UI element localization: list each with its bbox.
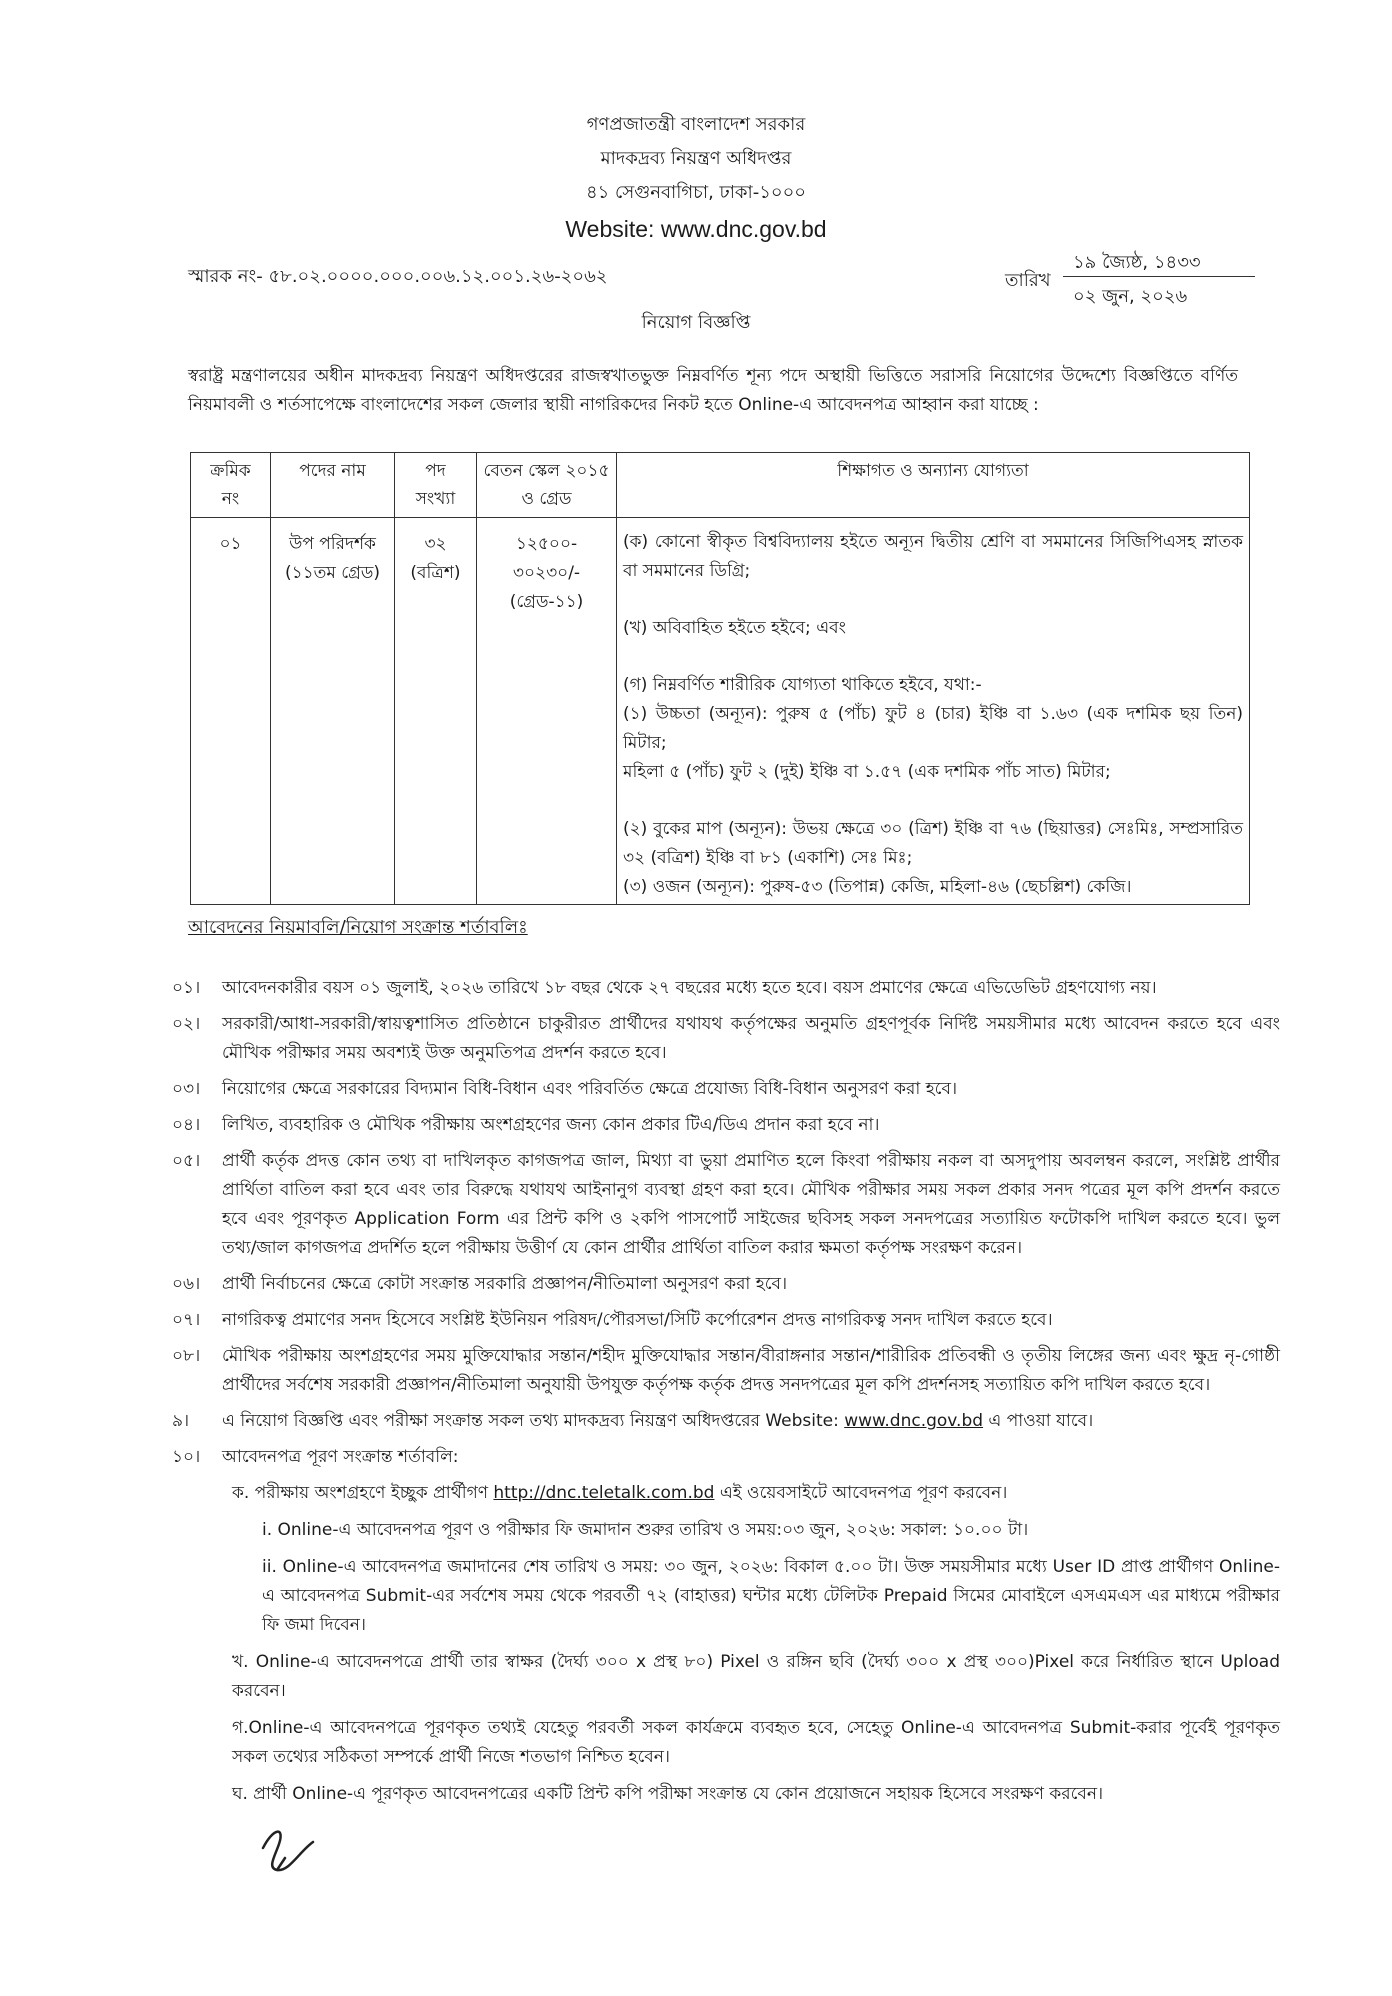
qualification-height-female: মহিলা ৫ (পাঁচ) ফুট ২ (দুই) ইঞ্চি বা ১.৫৭ (এক দশমিক পাঁচ সাত) মিটার; xyxy=(623,762,1111,782)
cell-qualification xyxy=(617,518,1250,905)
letterhead xyxy=(0,108,1392,248)
application-conditions xyxy=(222,1479,1280,1809)
teletalk-link[interactable]: http://dnc.teletalk.com.bd xyxy=(493,1483,715,1503)
condition-gha: ঘ. প্রার্থী Online-এ পূরণকৃত আবেদনপত্রের একটি প্রিন্ট কপি পরীক্ষা সংক্রান্ত যে কোন প্রয়োজনে সহায়ক হিসেবে সংরক্ষণ করবেন। xyxy=(232,1784,1104,1804)
header-count: পদ সংখ্যা xyxy=(395,453,477,518)
qualification-weight: (৩) ওজন (অন্যূন): পুরুষ-৫৩ (তিপান্ন) কেজি, মহিলা-৪৬ (ছেচল্লিশ) কেজি। xyxy=(623,877,1132,897)
application-conditions-heading: আবেদনপত্র পূরণ সংক্রান্ত শর্তাবলি: xyxy=(222,1447,459,1467)
list-item: ০২। সরকারী/আধা-সরকারী/স্বায়ত্বশাসিত প্রতিষ্ঠানে চাকুরীরত প্রার্থীদের যথাযথ কর্তৃপক্ষের অনুমতি গ্রহণপূর্বক নির্দিষ্ট সময়সীমার মধ্যে আবেদন করতে হবে এবং মৌখিক পরীক্ষার সময় অবশ্যই উক্ত অনুমতিপত্র প্রদর্শন করতে হবে। xyxy=(172,1014,1280,1063)
list-item: ০৮। মৌখিক পরীক্ষায় অংশগ্রহণের সময় মুক্তিযোদ্ধার সন্তান/শহীদ মুক্তিযোদ্ধার সন্তান/বীরাঙ্গনার সন্তান/শারীরিক প্রতিবন্ধী ও তৃতীয় লিঙ্গের জন্য এবং ক্ষুদ্র নৃ-গোষ্ঠী প্রার্থীদের সর্বশেষ সরকারী প্রজ্ঞাপন/নীতিমালা অনুযায়ী উপযুক্ত কর্তৃপক্ষ কর্তৃক প্রদত্ত সনদপত্রের মূল কপি প্রদর্শনসহ সত্যায়িত কপি দাখিল করতে হবে। xyxy=(172,1346,1280,1395)
list-item: ০৭। নাগরিকত্ব প্রমাণের সনদ হিসেবে সংশ্লিষ্ট ইউনিয়ন পরিষদ/পৌরসভা/সিটি কর্পোরেশন প্রদত্ত নাগরিকত্ব সনদ দাখিল করতে হবে। xyxy=(172,1310,1053,1330)
table-row xyxy=(191,518,1250,905)
date-block xyxy=(1005,248,1255,308)
condition-ga: গ.Online-এ আবেদনপত্রে পূরণকৃত তথ্যই যেহেতু পরবর্তী সকল কার্যক্রমে ব্যবহৃত হবে, সেহেতু Online-এ আবেদনপত্র Submit-করার পূর্বেই পূরণকৃত সকল তথ্যের সঠিকতা সম্পর্কে প্রার্থী নিজে শতভাগ নিশ্চিত হবেন। xyxy=(232,1718,1280,1767)
department-website: Website: www.dnc.gov.bd xyxy=(565,216,827,242)
condition-ka: ক. পরীক্ষায় অংশগ্রহণে ইচ্ছুক প্রার্থীগণ http://dnc.teletalk.com.bd এই ওয়েবসাইটে আবেদনপত্র পূরণ করবেন। xyxy=(232,1483,1008,1503)
date-gregorian: ০২ জুন, ২০২৬ xyxy=(1073,286,1188,307)
qualification-physical-heading: (গ) নিম্নবর্ণিত শারীরিক যোগ্যতা থাকিতে হইবে, যথা:- xyxy=(623,675,982,695)
cell-post: উপ পরিদর্শক (১১তম গ্রেড) xyxy=(271,518,395,905)
date-label: তারিখ xyxy=(1005,270,1051,291)
qualification-chest: (২) বুকের মাপ (অন্যূন): উভয় ক্ষেত্রে ৩০ (ত্রিশ) ইঞ্চি বা ৭৬ (ছিয়াত্তর) সেঃমিঃ, সম্প্রসারিত ৩২ (বত্রিশ) ইঞ্চি বা ৮১ (একাশি) সেঃ মিঃ; xyxy=(623,819,1243,868)
qualification-height: (১) উচ্চতা (অন্যূন): পুরুষ ৫ (পাঁচ) ফুট ৪ (চার) ইঞ্চি বা ১.৬৩ (এক দশমিক ছয় তিন) মিটার; xyxy=(623,704,1243,753)
rules-list xyxy=(172,974,1280,1817)
intro-paragraph: স্বরাষ্ট্র মন্ত্রণালয়ের অধীন মাদকদ্রব্য নিয়ন্ত্রণ অধিদপ্তরের রাজস্বখাতভুক্ত নিম্নবর্ণিত শূন্য পদে অস্থায়ী ভিত্তিতে সরাসরি নিয়োগের উদ্দেশ্যে বিজ্ঞপ্তিতে বর্ণিত নিয়মাবলী ও শর্তসাপেক্ষে বাংলাদেশের সকল জেলার স্থায়ী নাগরিকদের নিকট হতে Online-এ আবেদনপত্র আহ্বান করা যাচ্ছে : xyxy=(188,366,1238,415)
header-qualification: শিক্ষাগত ও অন্যান্য যোগ্যতা xyxy=(617,453,1250,518)
rules-heading: আবেদনের নিয়মাবলি/নিয়োগ সংক্রান্ত শর্তাবলিঃ xyxy=(188,917,528,938)
header-post: পদের নাম xyxy=(271,453,395,518)
qualification-marital: (খ) অবিবাহিত হইতে হইবে; এবং xyxy=(623,618,846,638)
memo-number: স্মারক নং- ৫৮.০২.০০০০.০০০.০০৬.১২.০০১.২৬-২০৬২ xyxy=(188,266,608,287)
date-bangla: ১৯ জ্যৈষ্ঠ, ১৪৩৩ xyxy=(1073,252,1201,273)
list-item: ০৩। নিয়োগের ক্ষেত্রে সরকারের বিদ্যমান বিধি-বিধান এবং পরিবর্তিত ক্ষেত্রে প্রযোজ্য বিধি-বিধান অনুসরণ করা হবে। xyxy=(172,1079,958,1099)
website-link[interactable]: www.dnc.gov.bd xyxy=(844,1411,984,1431)
condition-kha: খ. Online-এ আবেদনপত্রে প্রার্থী তার স্বাক্ষর (দৈর্ঘ্য ৩০০ x প্রস্থ ৮০) Pixel ও রঙ্গিন ছবি (দৈর্ঘ্য ৩০০ x প্রস্থ ৩০০)Pixel করে নির্ধারিত স্থানে Upload করবেন। xyxy=(232,1652,1280,1701)
list-item: ০৬। প্রার্থী নির্বাচনের ক্ষেত্রে কোটা সংক্রান্ত সরকারি প্রজ্ঞাপন/নীতিমালা অনুসরণ করা হবে। xyxy=(172,1274,788,1294)
condition-start-date: i. Online-এ আবেদনপত্র পূরণ ও পরীক্ষার ফি জমাদান শুরুর তারিখ ও সময়:০৩ জুন, ২০২৬: সকাল: ১০.০০ টা। xyxy=(262,1520,1029,1540)
list-item-website: ৯। এ নিয়োগ বিজ্ঞপ্তি এবং পরীক্ষা সংক্রান্ত সকল তথ্য মাদকদ্রব্য নিয়ন্ত্রণ অধিদপ্তরের Website: www.dnc.gov.bd এ পাওয়া যাবে। xyxy=(172,1411,1094,1431)
government-name: গণপ্রজাতন্ত্রী বাংলাদেশ সরকার xyxy=(586,114,806,135)
table-header-row xyxy=(191,453,1250,518)
notice-title: নিয়োগ বিজ্ঞপ্তি xyxy=(641,312,751,333)
condition-end-date: ii. Online-এ আবেদনপত্র জমাদানের শেষ তারিখ ও সময়: ৩০ জুন, ২০২৬: বিকাল ৫.০০ টা। উক্ত সময়সীমার মধ্যে User ID প্রাপ্ত প্রার্থীগণ Online-এ আবেদনপত্র Submit-এর সর্বশেষ সময় থেকে পরবর্তী ৭২ (বাহাত্তর) ঘন্টার মধ্যে টেলিটক Prepaid সিমের মোবাইলে এসএমএস এর মাধ্যমে পরীক্ষার ফি জমা দিবেন। xyxy=(262,1557,1280,1635)
department-name: মাদকদ্রব্য নিয়ন্ত্রণ অধিদপ্তর xyxy=(600,148,792,169)
header-pay-scale: বেতন স্কেল ২০১৫ ও গ্রেড xyxy=(477,453,617,518)
header-serial: ক্রমিক নং xyxy=(191,453,271,518)
department-address: ৪১ সেগুনবাগিচা, ঢাকা-১০০০ xyxy=(585,182,807,203)
signature-mark xyxy=(255,1818,325,1878)
qualification-education: (ক) কোনো স্বীকৃত বিশ্ববিদ্যালয় হইতে অন্যূন দ্বিতীয় শ্রেণি বা সমমানের সিজিপিএসহ স্নাতক বা সমমানের ডিগ্রি; xyxy=(623,532,1243,581)
list-item-application: ১০। আবেদনপত্র পূরণ সংক্রান্ত শর্তাবলি: xyxy=(172,1443,1280,1472)
list-item: ০৫। প্রার্থী কর্তৃক প্রদত্ত কোন তথ্য বা দাখিলকৃত কাগজপত্র জাল, মিথ্যা বা ভুয়া প্রমাণিত হলে কিংবা পরীক্ষায় নকল বা অসদুপায় অবলম্বন করলে, সংশ্লিষ্ট প্রার্থীর প্রার্থিতা বাতিল করা হবে এবং তার বিরুদ্ধে যথাযথ আইনানুগ ব্যবস্থা গ্রহণ করা হবে। মৌখিক পরীক্ষার সময় সকল প্রকার সনদ পত্রের মূল কপি প্রদর্শন করতে হবে এবং পূরণকৃত Application Form এর প্রিন্ট কপি ও ২কপি পাসপোর্ট সাইজের ছবিসহ সকল সনদপত্রের সত্যায়িত ফটোকপি দাখিল করতে হবে। ভুল তথ্য/জাল কাগজপত্র প্রদর্শিত হলে পরীক্ষায় উত্তীর্ণ যে কোন প্রার্থীর প্রার্থিতা বাতিল করার ক্ষমতা কর্তৃপক্ষ সংরক্ষণ করেন। xyxy=(172,1151,1280,1258)
cell-count: ৩২ (বত্রিশ) xyxy=(395,518,477,905)
cell-serial: ০১ xyxy=(191,518,271,905)
list-item: ০১। আবেদনকারীর বয়স ০১ জুলাই, ২০২৬ তারিখে ১৮ বছর থেকে ২৭ বছরের মধ্যে হতে হবে। বয়স প্রমাণের ক্ষেত্রে এভিডেভিট গ্রহণযোগ্য নয়। xyxy=(172,978,1157,998)
date-divider xyxy=(1063,276,1255,277)
list-item: ০৪। লিখিত, ব্যবহারিক ও মৌখিক পরীক্ষায় অংশগ্রহণের জন্য কোন প্রকার টিএ/ডিএ প্রদান করা হবে না। xyxy=(172,1115,880,1135)
vacancy-table xyxy=(190,452,1250,905)
cell-pay-scale: ১২৫০০- ৩০২৩০/- (গ্রেড-১১) xyxy=(477,518,617,905)
